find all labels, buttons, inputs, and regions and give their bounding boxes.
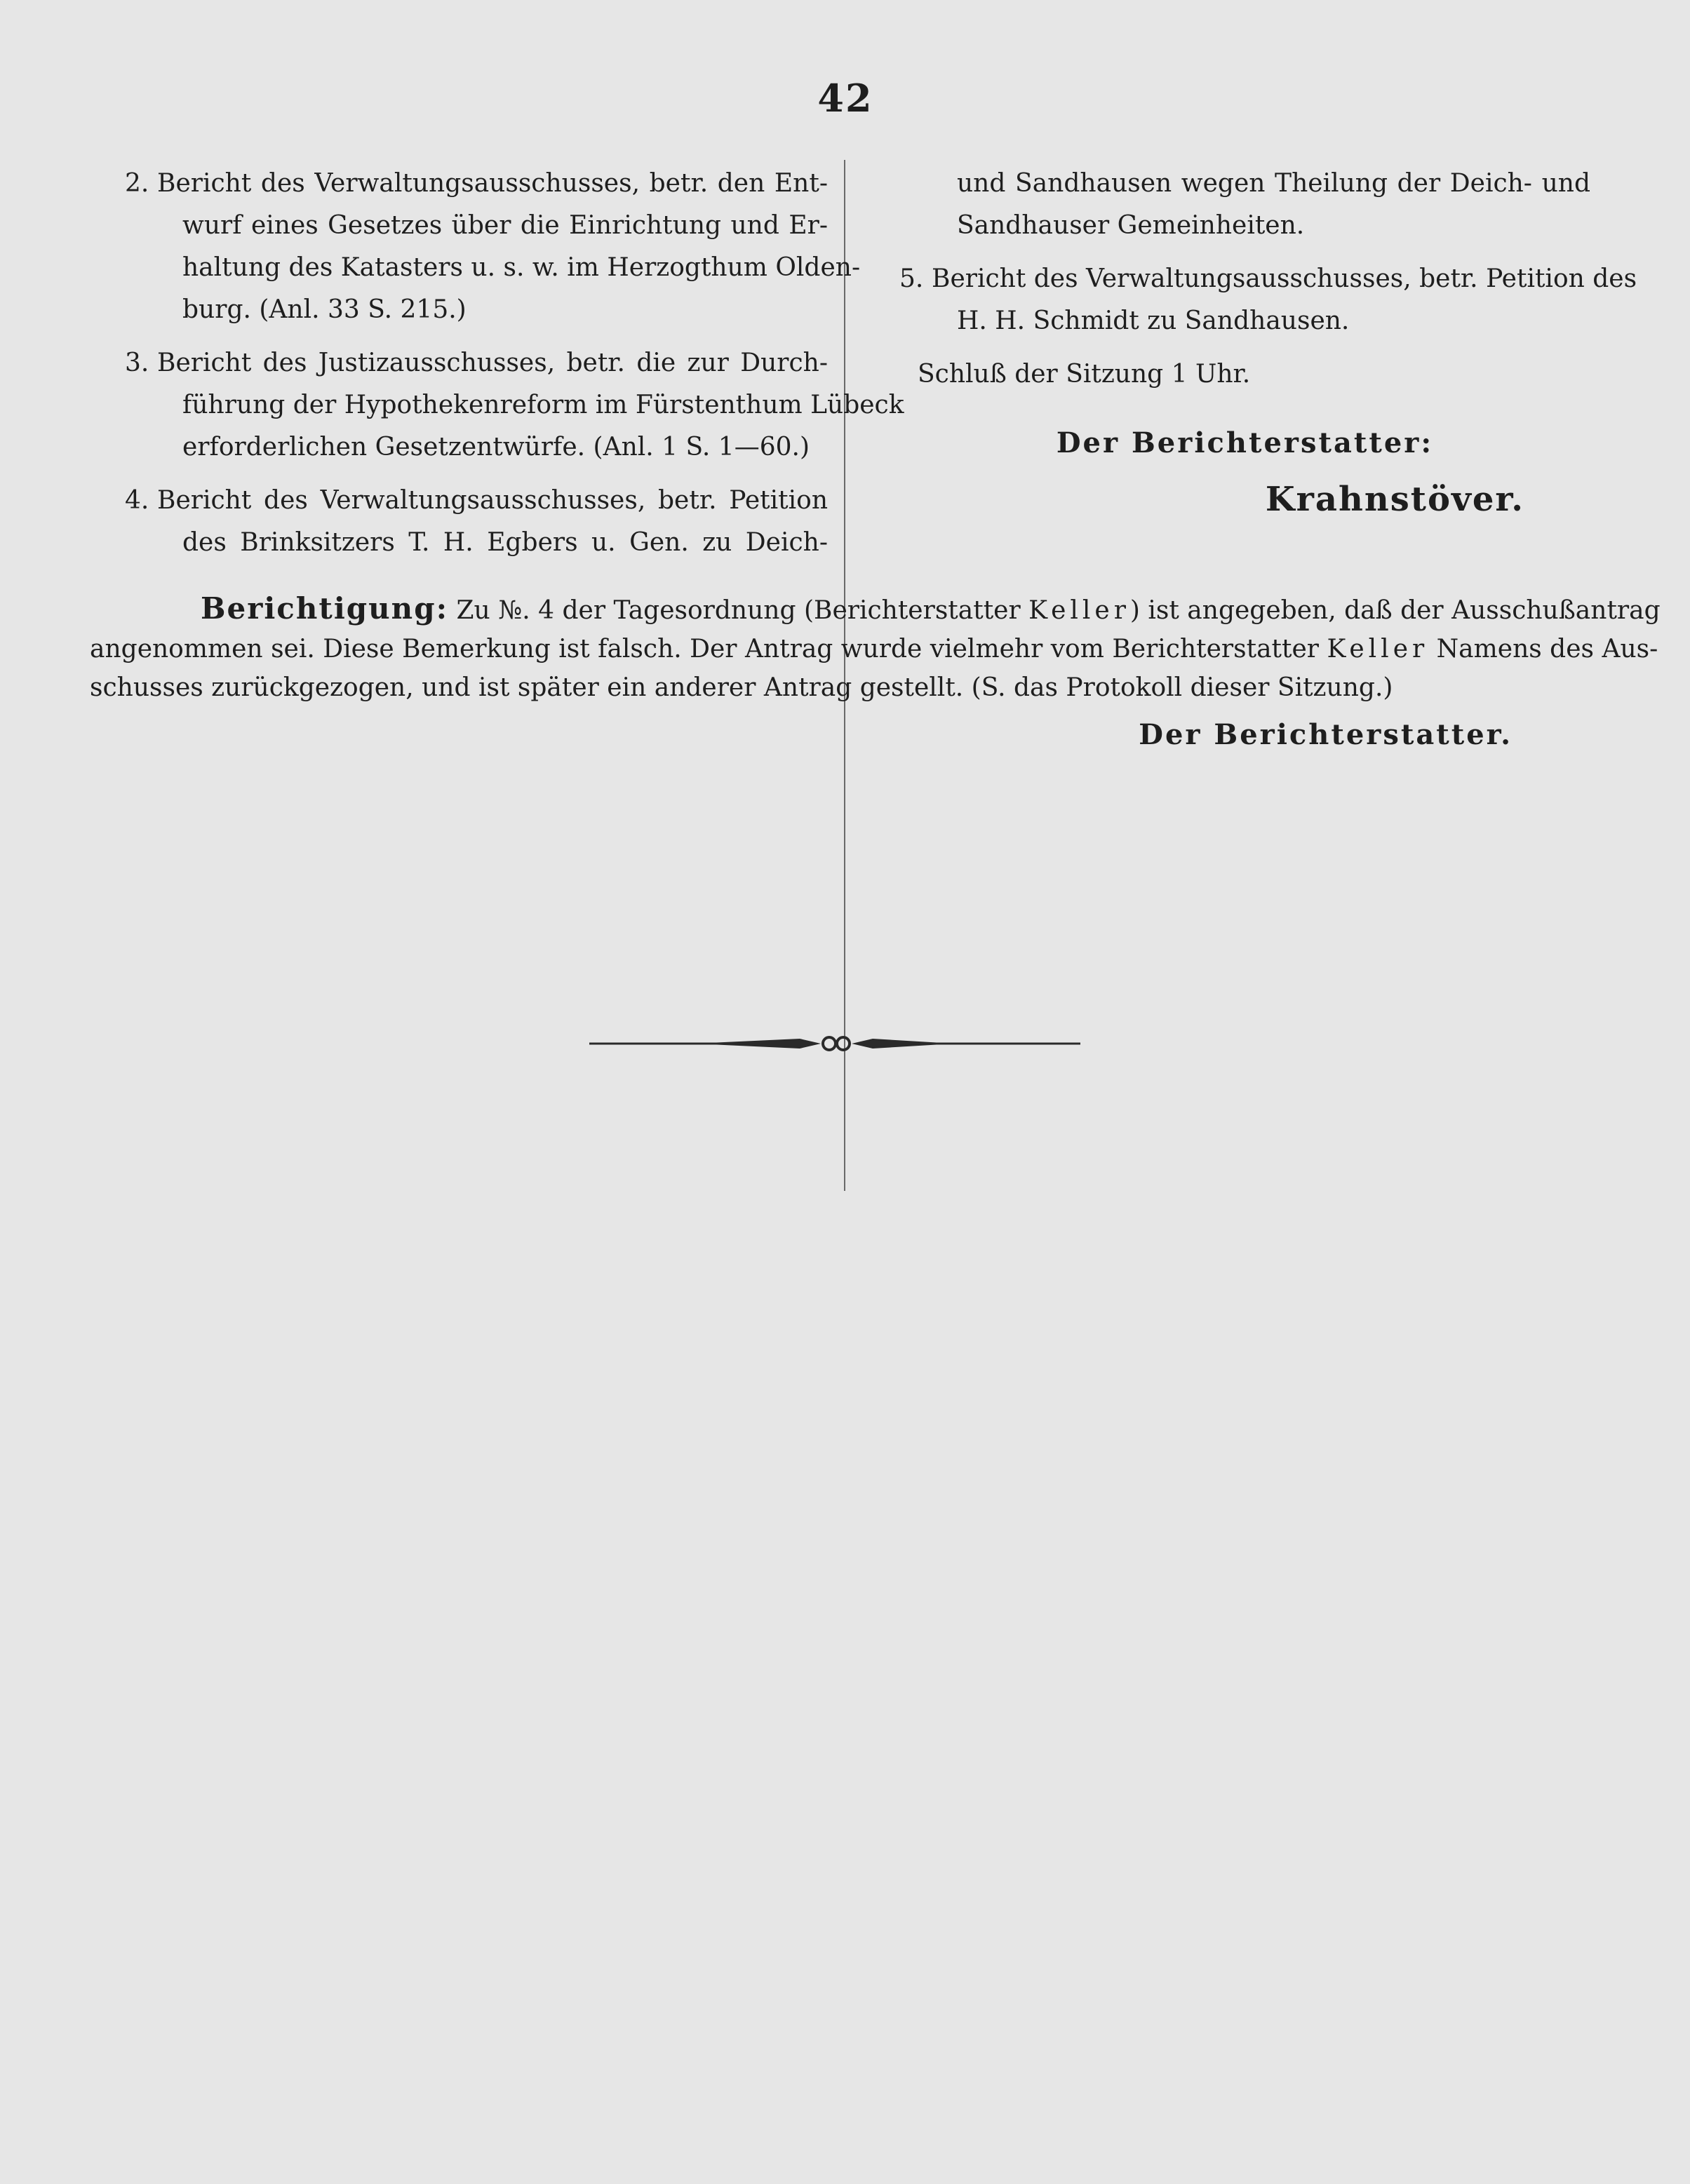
rapporteur-name: Keller	[1327, 635, 1429, 663]
text-line: burg. (Anl. 33 S. 215.)	[182, 295, 467, 324]
correction-notice	[90, 589, 1661, 754]
page-number: 42	[817, 76, 873, 121]
text-line: des Brinksitzers T. H. Egbers u. Gen. zu Deich-	[182, 528, 828, 557]
signature-heading: Der Berichterstatter:	[1056, 426, 1434, 459]
correction-heading: Berichtigung:	[201, 591, 449, 626]
text-line	[125, 342, 828, 384]
left-column	[125, 163, 904, 575]
ornament-divider	[589, 1030, 1080, 1058]
agenda-item-3	[125, 342, 904, 469]
agenda-item-4-continued	[899, 163, 1590, 247]
correction-signature: Der Berichterstatter.	[1139, 718, 1513, 751]
signature-name: Krahnstöver.	[1265, 480, 1524, 519]
text-line	[125, 480, 828, 522]
item-number: 3.	[125, 349, 149, 377]
agenda-item-5	[899, 258, 1637, 342]
item-number: 4.	[125, 486, 149, 515]
right-column	[899, 163, 1637, 520]
text-line: erforderlichen Gesetzentwürfe. (Anl. 1 S. 1—60.)	[182, 433, 810, 461]
item-number: 5.	[899, 264, 924, 293]
text-line	[899, 258, 1637, 300]
line-text: Bericht des Verwaltungsausschusses, betr. Petition des	[932, 264, 1637, 293]
line-text: Bericht des Verwaltungsausschusses, betr. Petition	[157, 486, 828, 515]
text-line: führung der Hypothekenreform im Fürstenthum Lübeck	[182, 391, 904, 419]
line-text: Bericht des Verwaltungsausschusses, betr. den Ent-	[157, 169, 828, 198]
text-line	[125, 163, 828, 205]
agenda-item-4	[125, 480, 828, 564]
text-line: Sandhauser Gemeinheiten.	[957, 211, 1305, 240]
line-text: Zu №. 4 der Tagesordnung (Berichterstatter	[456, 596, 1021, 625]
rapporteur-name: Keller	[1028, 596, 1130, 625]
line-text: Namens des Aus-	[1436, 635, 1658, 663]
session-closing: Schluß der Sitzung 1 Uhr.	[918, 360, 1251, 389]
item-number: 2.	[125, 169, 149, 198]
line-text: ) ist angegeben, daß der Ausschußantrag	[1129, 596, 1661, 625]
text-line	[90, 630, 1658, 668]
text-line: H. H. Schmidt zu Sandhausen.	[957, 306, 1350, 335]
text-line: wurf eines Gesetzes über die Einrichtung und Er-	[182, 211, 828, 240]
text-line: schusses zurückgezogen, und ist später ein anderer Antrag gestellt. (S. das Protokoll dieser Sitzung.)	[90, 673, 1393, 702]
agenda-item-2	[125, 163, 861, 331]
text-line: haltung des Katasters u. s. w. im Herzogthum Olden-	[182, 253, 861, 282]
text-line: und Sandhausen wegen Theilung der Deich- und	[957, 169, 1590, 198]
text-line	[90, 589, 1661, 630]
line-text: Bericht des Justizausschusses, betr. die zur Durch-	[157, 349, 828, 377]
line-text: angenommen sei. Diese Bemerkung ist falsch. Der Antrag wurde vielmehr vom Berichterstatter	[90, 635, 1319, 663]
